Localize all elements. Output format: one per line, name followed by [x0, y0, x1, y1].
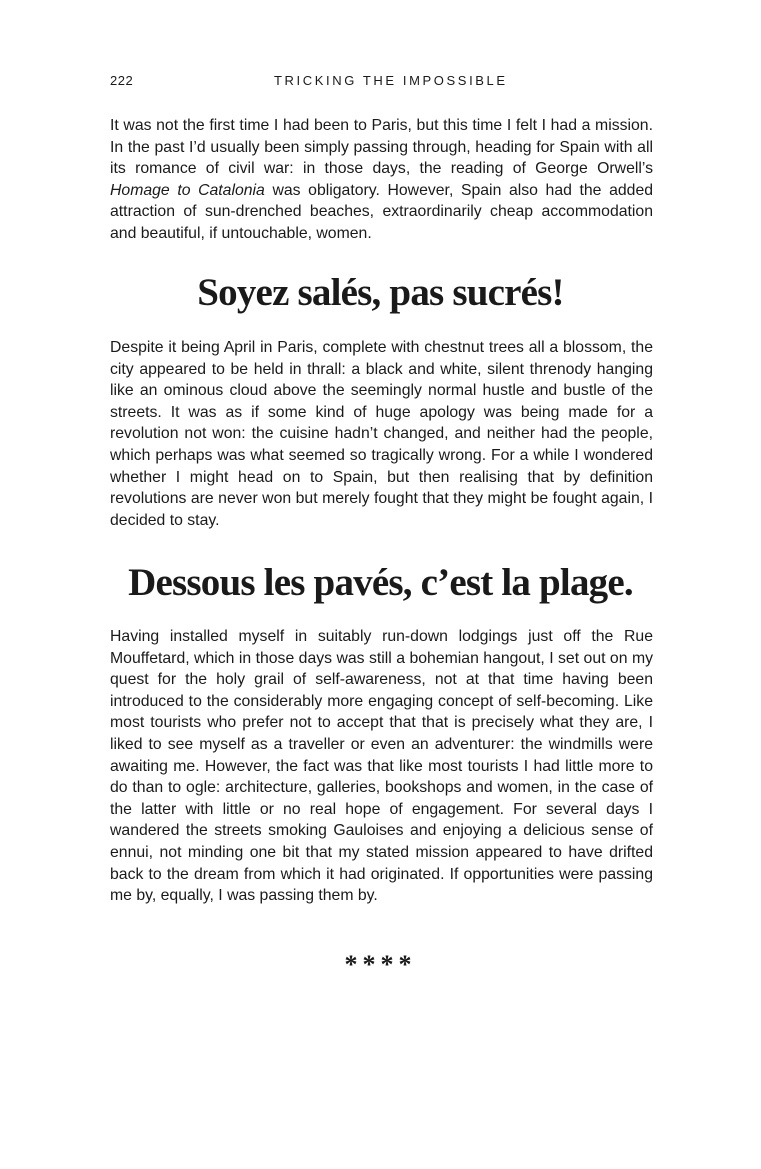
paragraph-rue-mouffetard: Having installed myself in suitably run-down lodgings just off the Rue Mouffetard, which in those days was still a bohemian hangout, I set out on my quest for the holy grail of self-awareness, not at that time having been introduced to the considerably more engaging concept of self-becoming. Like most tourists who prefer not to accept that that is precisely what they are, I liked to see myself as a traveller or even an adventurer: the windmills were awaiting me. However, the fact was that like most tourists I had little more to do than to ogle: architecture, galleries, bookshops and women, in the case of the latter with little or no real hope of engagement. For several days I wandered the streets smoking Gauloises and enjoying a delicious sense of ennui, not minding one bit that my stated mission appeared to have drifted back to the dream from which it had originated. If opportunities were passing me by, equally, I was passing them by.	[110, 628, 653, 905]
section-break-asterisks: ****	[344, 950, 417, 979]
running-head	[110, 73, 655, 93]
paragraph-paris-mission	[110, 115, 653, 245]
section-heading-soyez-sales: Soyez salés, pas sucrés!	[197, 271, 564, 314]
page-number: 222	[110, 73, 134, 88]
book-title: TRICKING THE IMPOSSIBLE	[274, 73, 508, 88]
paragraph-text: It was not the first time I had been to Paris, but this time I felt I had a mission. In the past I’d usually been simply passing through, heading for Spain with all its romance of civil war: in those days, the reading of George Orwell’s	[110, 117, 653, 178]
italic-book-title: Homage to Catalonia	[110, 181, 265, 199]
section-heading-dessous-les-paves: Dessous les pavés, c’est la plage.	[128, 561, 633, 604]
paragraph-april-in-paris: Despite it being April in Paris, complete with chestnut trees all a blossom, the city appeared to be held in thrall: a black and white, silent threnody hanging like an ominous cloud above the seemingly normal hustle and bustle of the streets. It was as if some kind of huge apology was being made for a revolution not won: the cuisine hadn’t changed, and neither had the people, which perhaps was what seemed so tragically wrong. For a while I wondered whether I might head on to Spain, but then realising that by definition revolutions are never won but merely fought that they might be fought again, I decided to stay.	[110, 339, 653, 529]
paragraph-text: was obligatory. However, Spain also had the added attraction of sun-drenched beaches, extraordinarily cheap accommodation and beautiful, if untouchable, women.	[110, 181, 654, 242]
